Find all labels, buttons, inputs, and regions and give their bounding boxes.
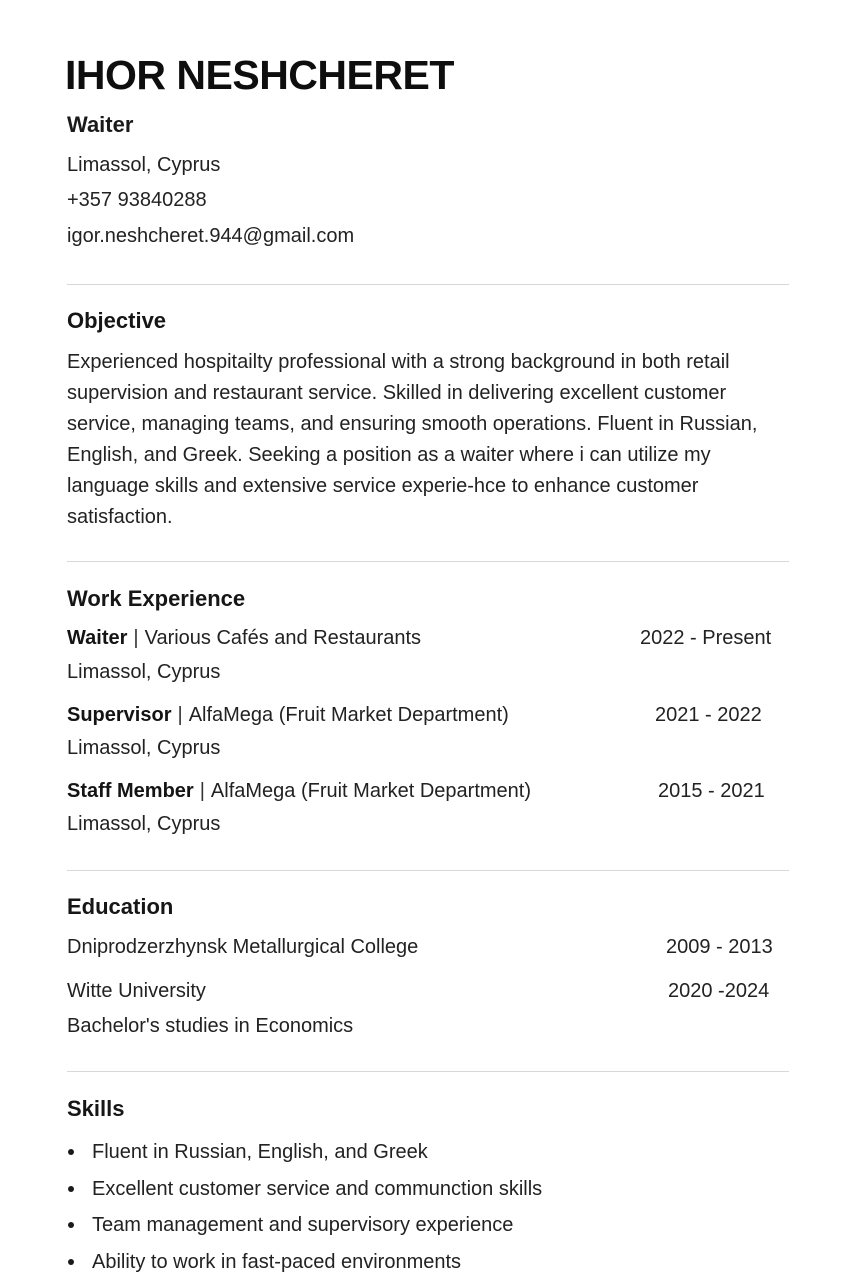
section-divider (67, 561, 789, 562)
skill-item (67, 1244, 542, 1280)
education-dates: 2009 - 2013 (666, 936, 773, 958)
skills-list (67, 1134, 542, 1280)
job-separator: | (199, 780, 205, 802)
job-position: Supervisor (67, 704, 172, 726)
job-location: Limassol, Cyprus (67, 661, 221, 683)
contact-email[interactable]: igor.neshcheret.944@gmail.com (67, 225, 355, 247)
education-detail: Bachelor's studies in Economics (67, 1015, 354, 1037)
job-location: Limassol, Cyprus (67, 813, 221, 835)
education-heading: Education (67, 894, 174, 919)
work-experience-heading: Work Experience (67, 586, 246, 611)
section-divider (67, 284, 789, 285)
job-dates: 2015 - 2021 (658, 780, 765, 802)
candidate-role: Waiter (67, 112, 134, 137)
bullet-icon (68, 1186, 74, 1192)
skill-text: Ability to work in fast-paced environments (92, 1250, 462, 1273)
job-employer: Various Cafés and Restaurants (144, 627, 422, 649)
section-divider (67, 1071, 789, 1072)
job-dates: 2021 - 2022 (655, 704, 762, 726)
job-dates: 2022 - Present (640, 627, 772, 649)
skill-text: Team management and supervisory experience (92, 1214, 514, 1236)
skill-item (67, 1207, 542, 1244)
job-employer: AlfaMega (Fruit Market Department) (188, 704, 509, 726)
skills-heading: Skills (67, 1096, 125, 1121)
bullet-icon (68, 1149, 74, 1155)
education-dates: 2020 -2024 (668, 980, 770, 1002)
job-separator: | (177, 704, 183, 726)
objective-heading: Objective (67, 308, 167, 333)
section-divider (67, 870, 789, 871)
job-employer: AlfaMega (Fruit Market Department) (210, 780, 532, 802)
job-position: Waiter (67, 627, 128, 649)
skill-item (67, 1171, 542, 1208)
contact-phone[interactable]: +357 93840288 (67, 189, 207, 211)
education-school: Dniprodzerzhynsk Metallurgical College (67, 936, 419, 958)
education-school: Witte University (67, 980, 206, 1002)
job-location: Limassol, Cyprus (67, 737, 221, 759)
candidate-name: IHOR NESHCHERET (65, 52, 454, 98)
skill-item (67, 1134, 542, 1171)
skill-text: Excellent customer service and communction skills (92, 1177, 543, 1200)
bullet-icon (68, 1222, 74, 1228)
job-separator: | (133, 627, 139, 649)
objective-text: Experienced hospitailty professional with a strong background in both retail supervision and restaurant service. Skilled in delivering excellent customer service, managing teams, and ensuring smooth operations. Fluent in Russian, English, and Greek. Seeking a position as a waiter where i can utilize my language skills and extensive service experie-hce to enhance customer satisfaction. (67, 351, 758, 528)
bullet-icon (68, 1259, 74, 1265)
job-position: Staff Member (67, 780, 194, 802)
skill-text: Fluent in Russian, English, and Greek (92, 1141, 428, 1163)
contact-location: Limassol, Cyprus (67, 154, 221, 176)
